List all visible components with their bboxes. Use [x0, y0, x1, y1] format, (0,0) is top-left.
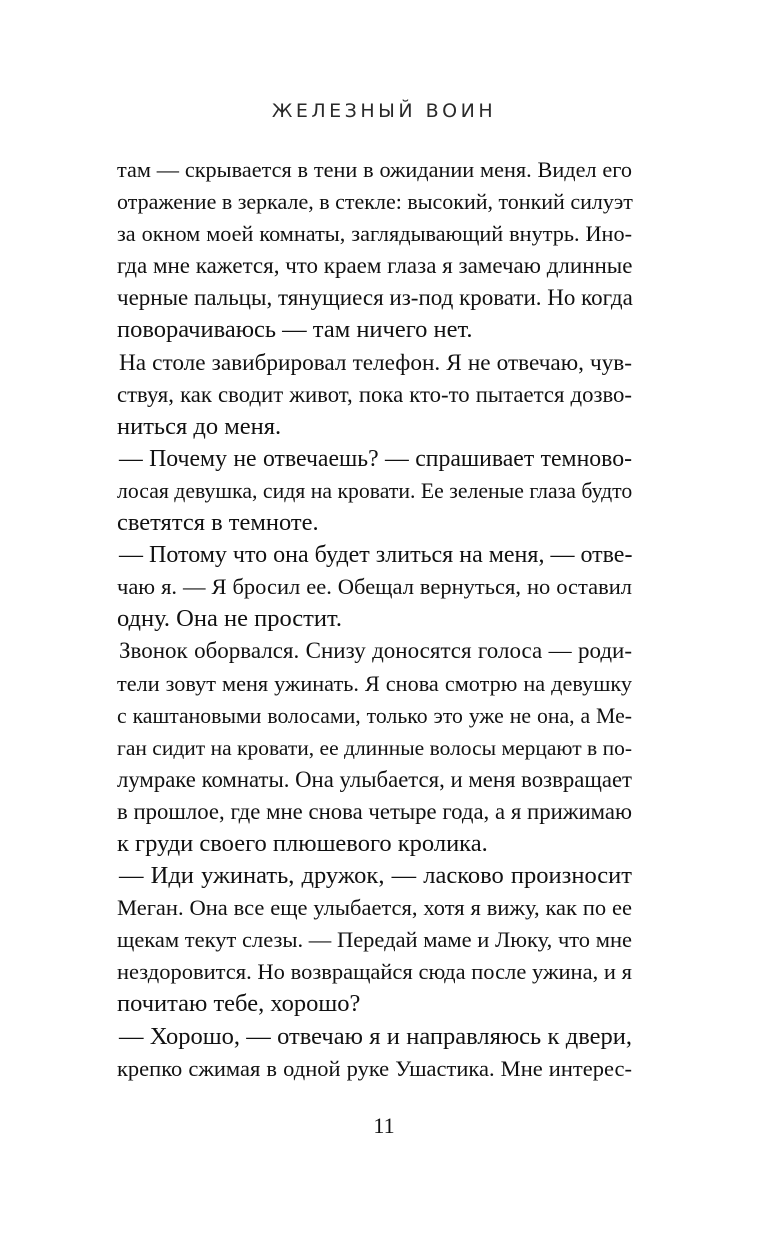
body-text	[117, 154, 632, 1085]
text-line: чаю я. — Я бросил ее. Обещал вернуться, но оставил	[117, 574, 632, 600]
text-line: к груди своего плюшевого кролика.	[117, 829, 488, 857]
text-line: тели зовут меня ужинать. Я снова смотрю на девушку	[117, 670, 632, 696]
text-line: нездоровится. Но возвращайся сюда после ужина, и я	[117, 959, 632, 985]
text-line: ствуя, как сводит живот, пока кто-то пытается дозво-	[117, 381, 632, 407]
text-line: — Потому что она будет злиться на меня, — отве-	[119, 542, 633, 569]
text-line: лумраке комнаты. Она улыбается, и меня возвращает	[117, 766, 632, 792]
text-line: поворачиваюсь — там ничего нет.	[117, 316, 473, 344]
text-line: лосая девушка, сидя на кровати. Ее зеленые глаза будто	[117, 478, 633, 503]
text-line: — Иди ужинать, дружок, — ласково произносит	[119, 862, 632, 890]
text-line: На столе завибрировал телефон. Я не отвечаю, чув-	[119, 349, 632, 376]
text-line: Меган. Она все еще улыбается, хотя я вижу, как по ее	[117, 895, 632, 921]
text-line: гда мне кажется, что краем глаза я замечаю длинные	[117, 253, 633, 279]
text-line: за окном моей комнаты, заглядывающий внутрь. Ино-	[117, 221, 632, 247]
text-line: Звонок оборвался. Снизу доносятся голоса — роди-	[119, 638, 632, 664]
text-line: светятся в темноте.	[117, 509, 319, 537]
text-line: щекам текут слезы. — Передай маме и Люку, что мне	[117, 927, 632, 953]
page-number: 11	[373, 1113, 395, 1138]
text-line: ган сидит на кровати, ее длинные волосы мерцают в по-	[117, 735, 632, 760]
text-line: почитаю тебе, хорошо?	[117, 990, 361, 1018]
text-line: с каштановыми волосами, только это уже не она, а Ме-	[117, 703, 632, 728]
text-line: ниться до меня.	[117, 412, 282, 440]
text-line: крепко сжимая в одной руке Ушастика. Мне интерес-	[117, 1055, 632, 1081]
text-line: там — скрывается в тени в ожидании меня. Видел его	[117, 157, 632, 182]
text-line: в прошлое, где мне снова четыре года, а я прижимаю	[117, 798, 632, 824]
text-line: — Хорошо, — отвечаю я и направляюсь к двери,	[119, 1022, 632, 1050]
text-line: одну. Она не простит.	[117, 605, 342, 633]
text-line: — Почему не отвечаешь? — спрашивает темново-	[119, 445, 632, 472]
running-title: ЖЕЛЕЗНЫЙ ВОИН	[271, 100, 497, 122]
text-line: отражение в зеркале, в стекле: высокий, тонкий силуэт	[117, 189, 633, 215]
text-line: черные пальцы, тянущиеся из-под кровати. Но когда	[117, 285, 633, 311]
